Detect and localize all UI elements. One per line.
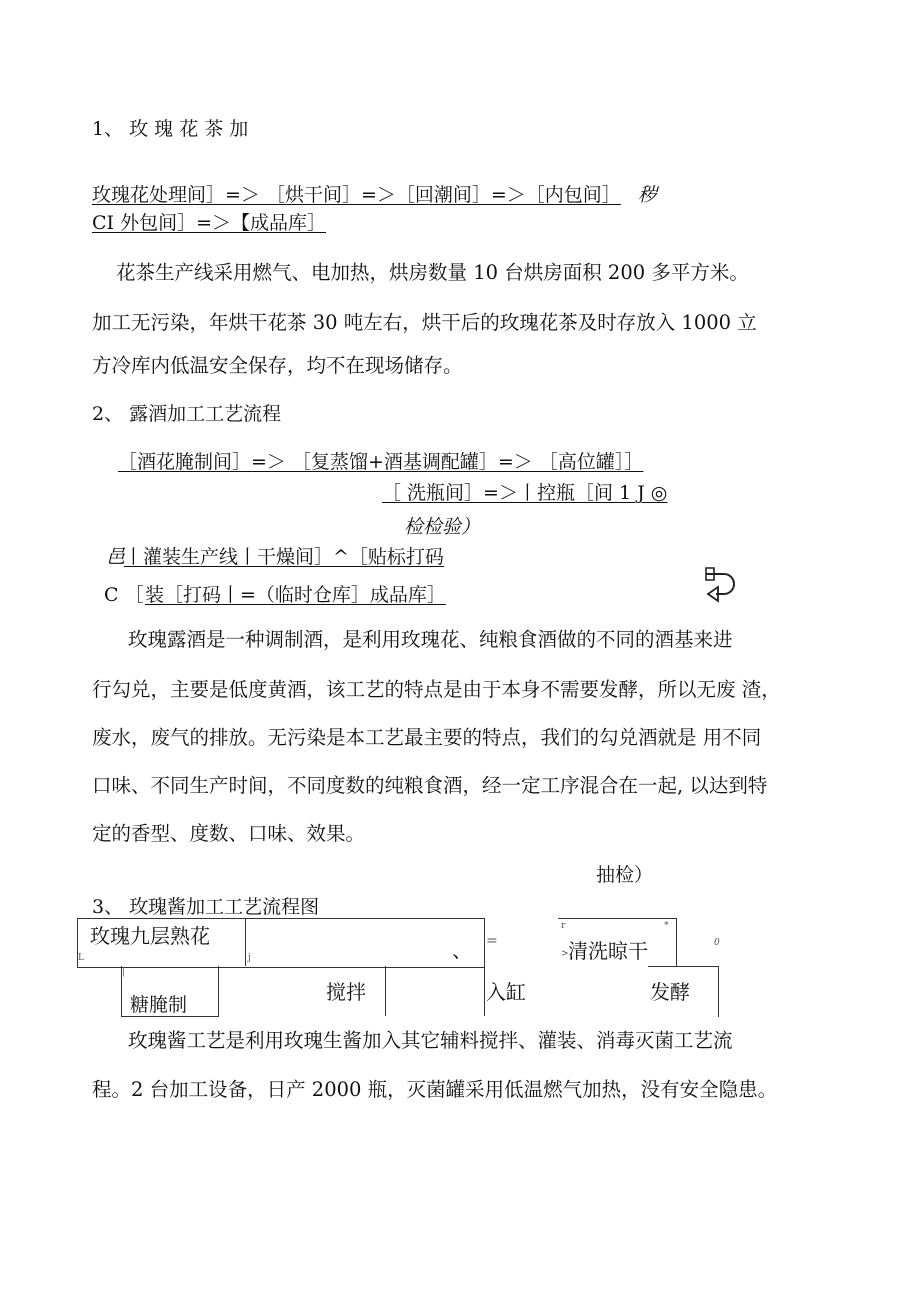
flow-mark-j: j [248,953,251,963]
section2-heading: 2、 露酒加工工艺流程 [92,403,282,425]
flow-box-frame-bottom-center [484,918,485,1016]
rose-sauce-paragraph-line-1: 玫瑰酱工艺是利用玫瑰生酱加入其它辅料搅拌、灌装、消毒灭菌工艺流 [128,1029,733,1052]
flow-mark-eq: = [486,933,498,949]
flow-mark-bar: | [122,967,126,977]
flow-box-stirring: 搅拌 [326,980,366,1004]
flow-box-wash-dry: 清洗晾干 [568,939,648,963]
flow-box-cooked-flowers: 玫瑰九层熟花 [90,924,210,948]
section3-heading: 3、 玫瑰酱加工工艺流程图 [92,896,320,918]
flow-box-frame-top-divider [245,918,246,966]
rose-tea-flow-tail: 秽 [638,184,658,206]
flow-box-fermentation: 发酵 [650,980,690,1004]
flow-mark-zero: 0 [714,938,720,948]
dew-wine-flow-line-4: 丨灌装生产线丨干燥间］^［贴标打码 [124,546,444,568]
flow-mark-gt: > [561,949,569,959]
flow-box-sugar-pickling: 糖腌制 [130,994,188,1016]
dew-wine-flow-line-4-prefix: 邑 [106,546,126,568]
rose-tea-flow-line-1: 玫瑰花处理间］=＞ ［烘干间］=＞［回潮间］=＞［内包间］ [92,184,621,206]
dew-wine-paragraph-line-3: 废水，废气的排放。无污染是本工艺最主要的特点，我们的勾兑酒就是 用不同 [92,726,762,749]
flow-mark-r: r [561,921,566,931]
flow-mark-dun: 、 [452,938,472,962]
flow-box-into-vat: 入缸 [486,980,526,1004]
curved-arrow-icon [700,564,744,608]
dew-wine-flow-line-5-prefix: C ［ [104,584,144,606]
flow-mark-star: * [664,921,669,931]
dew-wine-paragraph-line-4: 口味、不同生产时间，不同度数的纯粮食酒，经一定工序混合在一起, 以达到特 [92,774,768,797]
stray-sampling-label: 抽检） [596,864,654,886]
dew-wine-flow-line-3: 检检验） [404,516,481,538]
rose-sauce-paragraph-line-2: 程。2 台加工设备，日产 2000 瓶，灭菌罐采用低温燃气加热，没有安全隐患。 [92,1078,778,1101]
rose-tea-flow-line-2: CI 外包间］=＞【成品库］ [92,212,327,234]
rose-tea-paragraph-line-2: 加工无污染，年烘干花茶 30 吨左右，烘干后的玫瑰花茶及时存放入 1000 立 [92,311,757,334]
flow-mark-l: L [78,953,84,963]
dew-wine-paragraph-line-2: 行勾兑，主要是低度黄酒，该工艺的特点是由于本身不需要发酵，所以无废 渣， [92,678,781,701]
rose-tea-paragraph-line-3: 方冷库内低温安全保存，均不在现场储存。 [92,354,463,377]
dew-wine-flow-line-2: ［ 洗瓶间］=＞丨控瓶［间 1 J ◎ [382,482,668,504]
rose-tea-paragraph-line-1: 花茶生产线采用燃气、电加热，烘房数量 10 台烘房面积 200 多平方米。 [116,261,749,284]
dew-wine-flow-line-5: 装［打码丨=（临时仓库］成品库］ [145,584,446,606]
flow-box-frame-bottom-mid [385,966,386,1016]
dew-wine-flow-line-1: ［酒花腌制间］=＞ ［复蒸馏+酒基调配罐］=＞ ［高位罐］］ [118,451,644,473]
section1-heading: 1、 玫 瑰 花 茶 加 [92,118,249,140]
flow-box-frame-bottom-right-top [676,966,718,967]
dew-wine-paragraph-line-1: 玫瑰露酒是一种调制酒，是利用玫瑰花、纯粮食酒做的不同的酒基来进 [128,628,733,651]
dew-wine-paragraph-line-5: 定的香型、度数、口味、效果。 [92,822,366,845]
